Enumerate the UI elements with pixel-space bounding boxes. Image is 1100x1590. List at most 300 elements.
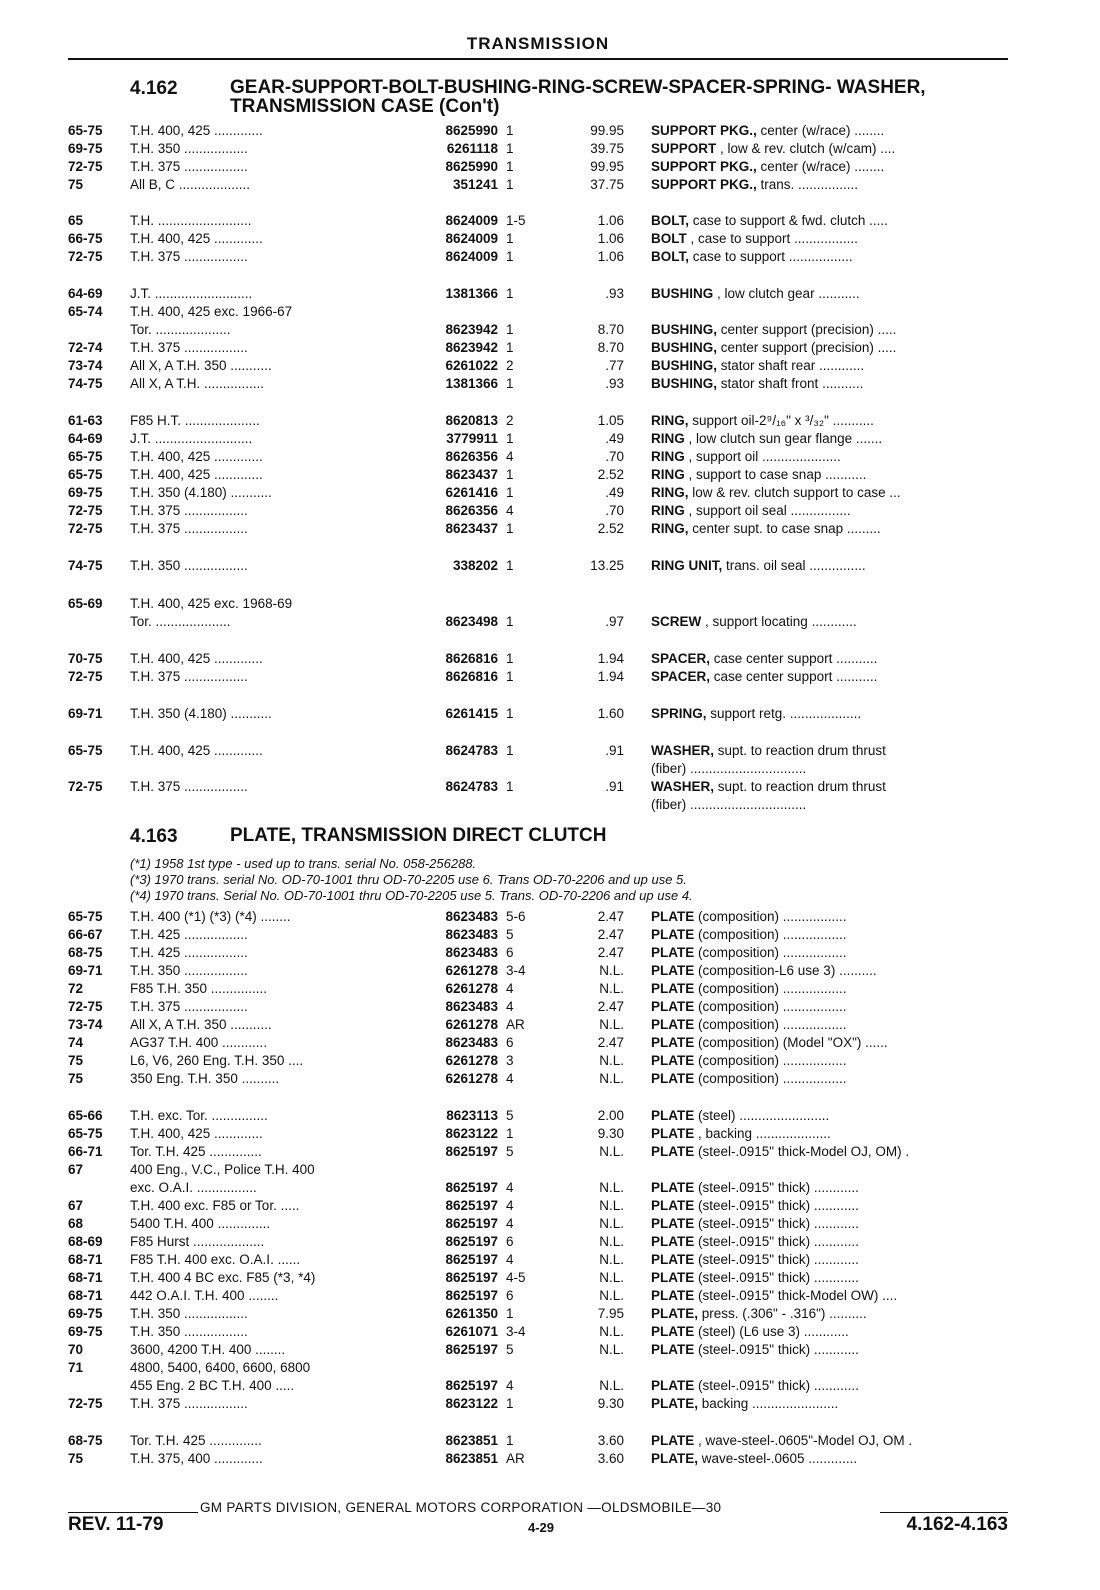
page-header: TRANSMISSION xyxy=(466,34,610,53)
table-row xyxy=(68,1288,1013,1306)
part-description xyxy=(651,1270,1013,1285)
quantity: AR xyxy=(506,1451,525,1466)
part-keyword: PLATE xyxy=(651,999,695,1014)
part-description xyxy=(651,669,1013,684)
price: 2.47 xyxy=(597,1035,624,1050)
part-description xyxy=(651,467,1013,482)
part-number: 8625197 xyxy=(445,1234,498,1249)
quantity: 1 xyxy=(506,431,514,446)
quantity: 5 xyxy=(506,927,514,942)
price: 2.52 xyxy=(597,521,624,536)
model-years: 72-75 xyxy=(68,249,103,264)
part-detail: stator shaft rear ............ xyxy=(717,358,865,373)
quantity: 4 xyxy=(506,981,514,996)
model-years: 71 xyxy=(68,1360,84,1375)
part-keyword: RING xyxy=(651,431,685,446)
part-number: 3779911 xyxy=(446,431,498,446)
part-number: 6261278 xyxy=(445,1017,498,1032)
model-years: 64-69 xyxy=(68,431,103,446)
part-number: 8624009 xyxy=(445,231,498,246)
price: N.L. xyxy=(599,1071,624,1086)
model-application: T.H. 400, 425 ............. xyxy=(130,449,263,464)
model-application: T.H. 375 ................. xyxy=(130,999,248,1014)
part-detail: (steel) ........................ xyxy=(694,1108,830,1123)
model-years: 67 xyxy=(68,1162,84,1177)
model-application: T.H. 425 ................. xyxy=(130,927,248,942)
part-keyword: SUPPORT PKG., xyxy=(651,159,757,174)
part-detail: (steel) (L6 use 3) ............ xyxy=(694,1324,849,1339)
part-number: 8623851 xyxy=(445,1451,498,1466)
part-number: 6261278 xyxy=(445,981,498,996)
part-number: 8623113 xyxy=(446,1108,498,1123)
table-row xyxy=(68,1451,1013,1469)
footnote: (*1) 1958 1st type - used up to trans. serial No. 058-256288. xyxy=(130,856,477,871)
price: 2.00 xyxy=(597,1108,624,1123)
table-row xyxy=(68,1360,1013,1378)
table-row xyxy=(68,213,1013,231)
model-application: T.H. ......................... xyxy=(130,213,252,228)
part-description xyxy=(651,981,1013,996)
part-detail: , low clutch sun gear flange ....... xyxy=(684,431,883,446)
quantity: 5-6 xyxy=(506,909,526,924)
part-number: 8625990 xyxy=(445,123,498,138)
price: 2.47 xyxy=(597,945,624,960)
price: 3.60 xyxy=(597,1451,624,1466)
part-number: 338202 xyxy=(452,558,498,573)
part-detail: case to support & fwd. clutch ..... xyxy=(689,213,888,228)
model-years: 65-69 xyxy=(68,596,103,611)
footnotes xyxy=(130,856,693,904)
part-number: 8623437 xyxy=(445,467,498,482)
model-application: J.T. .......................... xyxy=(130,431,253,446)
model-application: Tor. T.H. 425 .............. xyxy=(130,1144,262,1159)
part-keyword: RING, xyxy=(651,521,689,536)
part-detail: , support locating ............ xyxy=(701,614,857,629)
model-application: All X, A T.H. ................ xyxy=(130,376,265,391)
part-number: 8623483 xyxy=(445,1035,498,1050)
price: 2.47 xyxy=(597,927,624,942)
model-years: 68-71 xyxy=(68,1288,103,1303)
part-description xyxy=(651,743,1013,758)
quantity: 1 xyxy=(506,669,514,684)
model-application: T.H. 400 (*1) (*3) (*4) ........ xyxy=(130,909,291,924)
model-years: 65-75 xyxy=(68,1126,103,1141)
part-detail: (steel-.0915" thick) ............ xyxy=(694,1342,859,1357)
model-application: T.H. 375 ................. xyxy=(130,669,248,684)
table-row xyxy=(68,141,1013,159)
model-years: 75 xyxy=(68,1451,84,1466)
part-description xyxy=(651,1108,1013,1123)
part-number: 6261118 xyxy=(446,141,498,156)
part-detail: (steel-.0915" thick) ............ xyxy=(694,1180,859,1195)
model-years: 64-69 xyxy=(68,286,103,301)
part-description xyxy=(651,1252,1013,1267)
part-number: 8623483 xyxy=(445,945,498,960)
part-keyword: PLATE xyxy=(651,1035,695,1050)
model-application: T.H. 425 ................. xyxy=(130,945,248,960)
part-number: 8624783 xyxy=(445,779,498,794)
part-number: 6261278 xyxy=(445,963,498,978)
model-years: 67 xyxy=(68,1198,84,1213)
model-application: T.H. 350 ................. xyxy=(130,1324,248,1339)
model-application: Tor. .................... xyxy=(130,322,231,337)
price: N.L. xyxy=(599,1053,624,1068)
part-detail: (fiber) ............................... xyxy=(651,761,807,776)
part-number: 8625197 xyxy=(445,1270,498,1285)
model-application: F85 T.H. 400 exc. O.A.I. ...... xyxy=(130,1252,301,1267)
table-row xyxy=(68,1053,1013,1071)
table-row xyxy=(68,1270,1013,1288)
part-description xyxy=(651,376,1013,391)
model-years: 74-75 xyxy=(68,558,103,573)
part-number: 6261350 xyxy=(445,1306,498,1321)
part-keyword: PLATE xyxy=(651,909,695,924)
part-detail: center supt. to case snap ......... xyxy=(688,521,881,536)
model-application: T.H. 400, 425 exc. 1968-69 xyxy=(130,596,293,611)
model-years: 65-66 xyxy=(68,1108,103,1123)
part-description xyxy=(651,1053,1013,1068)
model-application: T.H. 400, 425 ............. xyxy=(130,467,263,482)
part-keyword: BUSHING, xyxy=(651,358,718,373)
part-number: 8626356 xyxy=(445,503,498,518)
table-row xyxy=(68,779,1013,797)
part-description xyxy=(651,1126,1013,1141)
quantity: 6 xyxy=(506,945,514,960)
price: .77 xyxy=(605,358,624,373)
price: N.L. xyxy=(599,1234,624,1249)
table-row xyxy=(68,596,1013,614)
price: .91 xyxy=(605,743,624,758)
quantity: 1 xyxy=(506,467,514,482)
part-description xyxy=(651,909,1013,924)
part-detail: case center support ........... xyxy=(710,669,878,684)
part-keyword: PLATE xyxy=(651,1252,695,1267)
quantity: 1 xyxy=(506,177,514,192)
model-application: T.H. 375, 400 ............. xyxy=(130,1451,263,1466)
part-detail: (fiber) ............................... xyxy=(651,797,807,812)
part-description xyxy=(651,213,1013,228)
model-application: exc. O.A.I. ................ xyxy=(130,1180,257,1195)
model-application: T.H. 350 (4.180) ........... xyxy=(130,485,272,500)
price: 9.30 xyxy=(597,1396,624,1411)
part-detail: (steel-.0915" thick) ............ xyxy=(694,1270,859,1285)
model-application: 442 O.A.I. T.H. 400 ........ xyxy=(130,1288,279,1303)
model-application: 400 Eng., V.C., Police T.H. 400 xyxy=(130,1162,315,1177)
model-years: 72 xyxy=(68,981,84,996)
part-keyword: PLATE xyxy=(651,963,695,978)
model-years: 74-75 xyxy=(68,376,103,391)
part-keyword: PLATE xyxy=(651,1288,695,1303)
part-number: 6261278 xyxy=(445,1053,498,1068)
table-row xyxy=(68,467,1013,485)
table-row xyxy=(68,249,1013,267)
model-years: 75 xyxy=(68,177,84,192)
price: N.L. xyxy=(599,1144,624,1159)
model-application: Tor. .................... xyxy=(130,614,231,629)
part-description xyxy=(651,1433,1013,1448)
price: .70 xyxy=(605,503,624,518)
part-number: 8623942 xyxy=(445,340,498,355)
part-detail: wave-steel-.0605 ............. xyxy=(698,1451,858,1466)
part-keyword: SPACER, xyxy=(651,669,711,684)
table-row xyxy=(68,761,1013,779)
part-detail: (steel-.0915" thick) ............ xyxy=(694,1252,859,1267)
table-row xyxy=(68,1126,1013,1144)
part-detail: trans. oil seal ............... xyxy=(722,558,866,573)
revision-date: REV. 11-79 xyxy=(68,1514,164,1535)
quantity: 1 xyxy=(506,376,514,391)
page-number: 4-29 xyxy=(528,1520,555,1535)
part-description xyxy=(651,1288,1013,1303)
part-detail: (composition) ................. xyxy=(694,1071,847,1086)
quantity: AR xyxy=(506,1017,525,1032)
table-row xyxy=(68,614,1013,632)
footer-rule-right xyxy=(880,1512,1008,1513)
part-number: 8625197 xyxy=(445,1252,498,1267)
price: N.L. xyxy=(599,963,624,978)
part-number: 8620813 xyxy=(445,413,498,428)
part-detail: backing ....................... xyxy=(698,1396,839,1411)
part-number: 1381366 xyxy=(445,286,498,301)
quantity: 1 xyxy=(506,1433,514,1448)
part-description xyxy=(651,1071,1013,1086)
part-keyword: BUSHING xyxy=(651,286,714,301)
part-description xyxy=(651,1306,1013,1321)
model-years: 69-71 xyxy=(68,706,103,721)
price: 1.94 xyxy=(597,669,624,684)
quantity: 3-4 xyxy=(506,1324,526,1339)
part-detail: press. (.306" - .316") .......... xyxy=(698,1306,867,1321)
part-keyword: BOLT, xyxy=(651,213,689,228)
part-description xyxy=(651,141,1013,156)
model-application: T.H. 350 ................. xyxy=(130,1306,248,1321)
part-number: 8624783 xyxy=(445,743,498,758)
part-keyword: BUSHING, xyxy=(651,376,718,391)
model-years: 69-75 xyxy=(68,141,103,156)
price: 8.70 xyxy=(597,322,624,337)
quantity: 1 xyxy=(506,1306,514,1321)
part-detail: (steel-.0915" thick-Model OW) .... xyxy=(694,1288,898,1303)
price: 2.52 xyxy=(597,467,624,482)
part-detail: (steel-.0915" thick) ............ xyxy=(694,1216,859,1231)
part-keyword: SCREW xyxy=(651,614,702,629)
model-years: 65-75 xyxy=(68,467,103,482)
model-application: AG37 T.H. 400 ............ xyxy=(130,1035,268,1050)
model-application: J.T. .......................... xyxy=(130,286,253,301)
part-number: 8625197 xyxy=(445,1144,498,1159)
part-keyword: BOLT xyxy=(651,231,687,246)
model-application: 4800, 5400, 6400, 6600, 6800 xyxy=(130,1360,311,1375)
part-detail: (composition) ................. xyxy=(694,1053,847,1068)
section-number-4-162: 4.162 xyxy=(130,78,178,99)
price: 1.94 xyxy=(597,651,624,666)
part-number: 8623851 xyxy=(445,1433,498,1448)
model-years: 68-75 xyxy=(68,1433,103,1448)
part-description xyxy=(651,614,1013,629)
quantity: 1 xyxy=(506,159,514,174)
part-description xyxy=(651,1180,1013,1195)
table-row xyxy=(68,431,1013,449)
model-application: 455 Eng. 2 BC T.H. 400 ..... xyxy=(130,1378,295,1393)
part-description xyxy=(651,485,1013,500)
part-keyword: WASHER, xyxy=(651,779,715,794)
quantity: 4 xyxy=(506,449,514,464)
part-detail: supt. to reaction drum thrust xyxy=(714,743,886,758)
part-detail: (steel-.0915" thick) ............ xyxy=(694,1234,859,1249)
part-number: 8625197 xyxy=(445,1198,498,1213)
table-row xyxy=(68,231,1013,249)
model-years: 66-75 xyxy=(68,231,103,246)
table-row xyxy=(68,1324,1013,1342)
part-number: 8624009 xyxy=(445,249,498,264)
price: N.L. xyxy=(599,1198,624,1213)
quantity: 5 xyxy=(506,1342,514,1357)
part-keyword: PLATE xyxy=(651,1126,695,1141)
part-number: 6261415 xyxy=(445,706,498,721)
quantity: 3-4 xyxy=(506,963,526,978)
model-years: 72-74 xyxy=(68,340,103,355)
price: 1.06 xyxy=(597,249,624,264)
price: 1.06 xyxy=(597,213,624,228)
quantity: 2 xyxy=(506,413,514,428)
part-description xyxy=(651,1234,1013,1249)
part-description xyxy=(651,945,1013,960)
part-keyword: SPACER, xyxy=(651,651,711,666)
part-detail: center (w/race) ........ xyxy=(756,159,885,174)
model-application: T.H. 350 ................. xyxy=(130,558,248,573)
table-row xyxy=(68,797,1013,815)
table-row xyxy=(68,1433,1013,1451)
model-years: 70-75 xyxy=(68,651,103,666)
quantity: 1 xyxy=(506,1396,514,1411)
table-row xyxy=(68,1306,1013,1324)
part-description xyxy=(651,1198,1013,1213)
part-description xyxy=(651,159,1013,174)
model-application: T.H. 400, 425 ............. xyxy=(130,231,263,246)
quantity: 1 xyxy=(506,322,514,337)
price: 37.75 xyxy=(590,177,624,192)
model-application: T.H. 350 (4.180) ........... xyxy=(130,706,272,721)
model-years: 61-63 xyxy=(68,413,103,428)
part-detail: , low clutch gear ........... xyxy=(713,286,860,301)
part-keyword: PLATE xyxy=(651,1433,695,1448)
part-keyword: PLATE xyxy=(651,1216,695,1231)
quantity: 1 xyxy=(506,1126,514,1141)
quantity: 4 xyxy=(506,999,514,1014)
table-row xyxy=(68,413,1013,431)
part-detail: (steel-.0915" thick) ............ xyxy=(694,1198,859,1213)
model-years: 68-71 xyxy=(68,1252,103,1267)
part-number: 8623483 xyxy=(445,927,498,942)
model-application: F85 T.H. 350 ............... xyxy=(130,981,268,996)
part-detail: , low & rev. clutch (w/cam) .... xyxy=(716,141,896,156)
part-description xyxy=(651,449,1013,464)
quantity: 4 xyxy=(506,503,514,518)
price: 3.60 xyxy=(597,1433,624,1448)
price: N.L. xyxy=(599,1252,624,1267)
part-keyword: PLATE xyxy=(651,1180,695,1195)
price: 7.95 xyxy=(597,1306,624,1321)
part-detail: trans. ................ xyxy=(756,177,859,192)
table-row xyxy=(68,322,1013,340)
quantity: 5 xyxy=(506,1108,514,1123)
quantity: 1 xyxy=(506,286,514,301)
model-application: T.H. 400, 425 ............. xyxy=(130,123,263,138)
model-years: 68-71 xyxy=(68,1270,103,1285)
model-application: T.H. 400 4 BC exc. F85 (*3, *4) xyxy=(130,1270,316,1285)
part-number: 8623437 xyxy=(445,521,498,536)
part-description xyxy=(651,706,1013,721)
table-row xyxy=(68,909,1013,927)
part-keyword: BUSHING, xyxy=(651,322,718,337)
quantity: 6 xyxy=(506,1288,514,1303)
part-detail: stator shaft front ........... xyxy=(717,376,864,391)
table-row xyxy=(68,503,1013,521)
quantity: 1 xyxy=(506,340,514,355)
quantity: 4 xyxy=(506,1180,514,1195)
model-application: T.H. 400, 425 ............. xyxy=(130,651,263,666)
part-detail: (steel-.0915" thick-Model OJ, OM) . xyxy=(694,1144,910,1159)
model-application: T.H. 375 ................. xyxy=(130,249,248,264)
part-description xyxy=(651,521,1013,536)
model-application: L6, V6, 260 Eng. T.H. 350 .... xyxy=(130,1053,304,1068)
part-description xyxy=(651,358,1013,373)
part-number: 8623498 xyxy=(445,614,498,629)
model-years: 66-71 xyxy=(68,1144,103,1159)
part-description xyxy=(651,1017,1013,1032)
quantity: 1 xyxy=(506,779,514,794)
table-row xyxy=(68,927,1013,945)
price: .49 xyxy=(605,485,624,500)
table-row xyxy=(68,1396,1013,1414)
quantity: 1 xyxy=(506,743,514,758)
part-number: 8625197 xyxy=(445,1288,498,1303)
price: .93 xyxy=(605,376,624,391)
table-row xyxy=(68,304,1013,322)
part-number: 8626816 xyxy=(445,669,498,684)
model-years: 72-75 xyxy=(68,503,103,518)
model-application: All X, A T.H. 350 ........... xyxy=(130,1017,272,1032)
table-row xyxy=(68,1108,1013,1126)
price: 1.05 xyxy=(597,413,624,428)
model-application: All X, A T.H. 350 ........... xyxy=(130,358,272,373)
table-row xyxy=(68,1071,1013,1089)
part-detail: supt. to reaction drum thrust xyxy=(714,779,886,794)
table-row xyxy=(68,558,1013,576)
model-years: 72-75 xyxy=(68,999,103,1014)
part-keyword: RING, xyxy=(651,413,689,428)
quantity: 4 xyxy=(506,1378,514,1393)
price: N.L. xyxy=(599,1288,624,1303)
part-detail: (steel-.0915" thick) ............ xyxy=(694,1378,859,1393)
price: N.L. xyxy=(599,1216,624,1231)
part-detail: support oil-2⁹/₁₆" x ³/₃₂" ........... xyxy=(688,413,874,428)
model-application: 5400 T.H. 400 .............. xyxy=(130,1216,271,1231)
part-description xyxy=(651,1451,1013,1466)
table-row xyxy=(68,159,1013,177)
model-years: 65-75 xyxy=(68,909,103,924)
part-keyword: PLATE xyxy=(651,1324,695,1339)
model-years: 72-75 xyxy=(68,779,103,794)
price: N.L. xyxy=(599,1017,624,1032)
part-detail: case center support ........... xyxy=(710,651,878,666)
part-detail: , support oil seal ................ xyxy=(684,503,851,518)
part-description xyxy=(651,1035,1013,1050)
model-years: 69-71 xyxy=(68,963,103,978)
model-years: 68 xyxy=(68,1216,84,1231)
part-keyword: WASHER, xyxy=(651,743,715,758)
table-row xyxy=(68,945,1013,963)
